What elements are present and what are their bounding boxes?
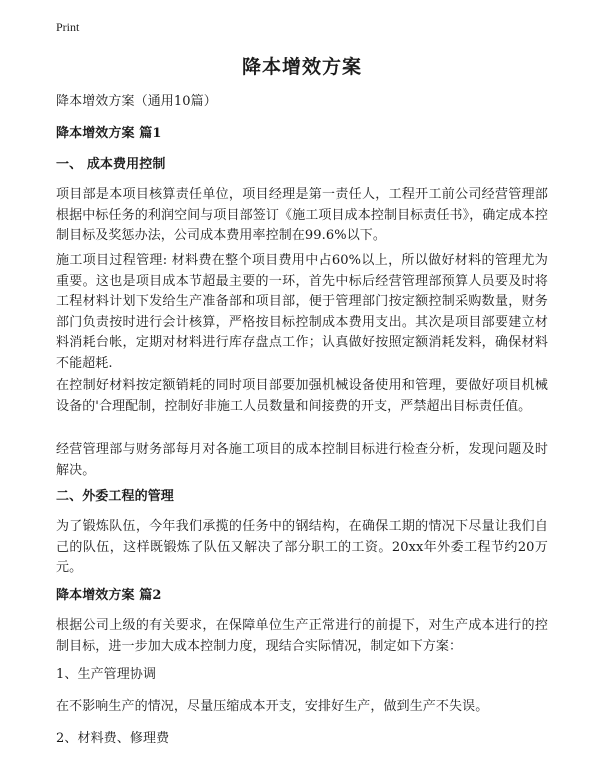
article1-paragraph-3: 在控制好材料按定额销耗的同时项目部要加强机械设备使用和管理，要做好项目机械设备的'合理配制，控制好非施工人员数量和间接费的开支，严禁超出目标责任值。 [56, 378, 548, 414]
item1-heading: 1、生产管理协调 [56, 667, 157, 682]
page-title: 降本增效方案 [241, 56, 362, 78]
item2-heading: 2、材料费、修理费 [56, 731, 170, 746]
item1-text: 在不影响生产的情况，尽量压缩成本开支，安排好生产，做到生产不失误。 [56, 699, 489, 714]
article1-paragraph-2: 施工项目过程管理: 材料费在整个项目费用中占60%以上，所以做好材料的管理尤为重要。这也是项目成本节超最主要的一环，首先中标后经营管理部预算人员要及时将工程材料计划下发给生产准备部和项目部，便于管理部门按定额控制采购数量，财务部门负责按时进行会计核算，严格按目标控制成本费用支出。其次是项目部要建立材料消耗台帐，定期对材料进行库存盘点工作；认真做好按照定额消耗发料，确保材料不能超耗. [56, 253, 548, 371]
document-subtitle: 降本增效方案（通用10篇） [56, 94, 217, 109]
article2-paragraph-1: 根据公司上级的有关要求，在保障单位生产正常进行的前提下，对生产成本进行的控制目标，进一步加大成本控制力度，现结合实际情况，制定如下方案： [56, 618, 548, 654]
article2-heading: 降本增效方案 篇2 [56, 588, 162, 603]
article1-paragraph-1: 项目部是本项目核算责任单位，项目经理是第一责任人，工程开工前公司经营管理部根据中标任务的利润空间与项目部签订《施工项目成本控制目标责任书》，确定成本控制目标及奖惩办法，公司成本费用率控制在99.6%以下。 [56, 187, 548, 243]
article1-paragraph-5: 为了锻炼队伍，今年我们承揽的任务中的钢结构，在确保工期的情况下尽量让我们自己的队伍，这样既锻炼了队伍又解决了部分职工的工资。20xx年外委工程节约20万元。 [56, 519, 548, 575]
print-link[interactable]: Print [56, 20, 80, 34]
article1-paragraph-4: 经营管理部与财务部每月对各施工项目的成本控制目标进行检查分析，发现问题及时解决。 [56, 442, 548, 478]
article1-heading: 降本增效方案 篇1 [56, 126, 162, 141]
section2-heading: 二、外委工程的管理 [56, 489, 174, 504]
section1-heading: 一、 成本费用控制 [56, 157, 166, 172]
